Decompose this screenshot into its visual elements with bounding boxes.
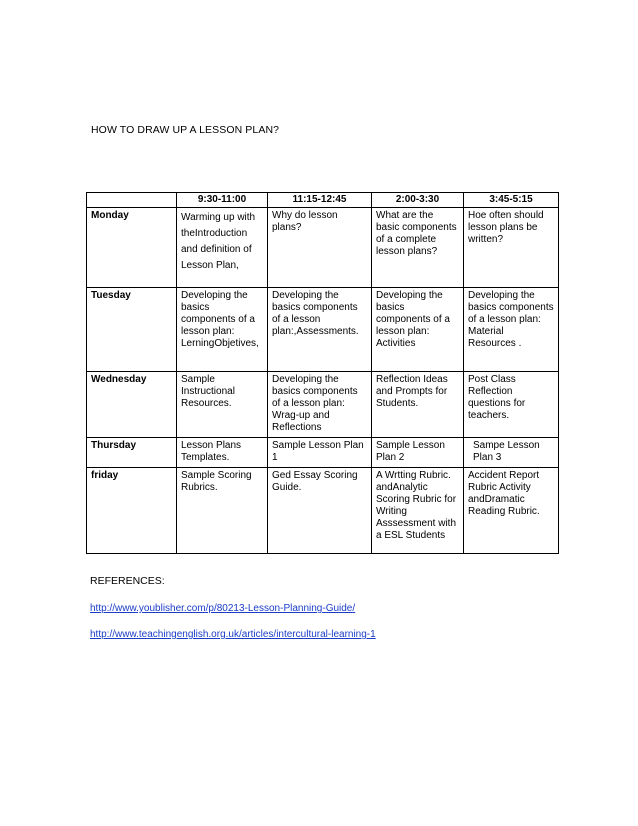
header-cell-slot-1: 9:30-11:00 <box>177 193 268 208</box>
reference-link-1[interactable]: http://www.youblisher.com/p/80213-Lesson-Planning-Guide/ <box>90 603 356 614</box>
table-cell: Developing the basics components of a lesson plan: Activities <box>372 288 464 372</box>
table-cell: Developing the basics components of a lesson plan: LerningObjetives, <box>177 288 268 372</box>
page-title: HOW TO DRAW UP A LESSON PLAN? <box>91 124 280 136</box>
table-cell: Sampe Lesson Plan 3 <box>464 438 559 468</box>
table-cell: Why do lesson plans? <box>268 208 372 288</box>
day-cell-friday: friday <box>87 468 177 554</box>
table-cell: Sample Lesson Plan 1 <box>268 438 372 468</box>
table-row <box>87 288 559 372</box>
table-cell: Developing the basics components of a lesson plan: Wrag-up and Reflections <box>268 372 372 438</box>
table-header-row <box>87 193 559 208</box>
table-cell: Post Class Reflection questions for teachers. <box>464 372 559 438</box>
day-cell-tuesday: Tuesday <box>87 288 177 372</box>
table-cell: Sample Lesson Plan 2 <box>372 438 464 468</box>
table-cell: Reflection Ideas and Prompts for Students. <box>372 372 464 438</box>
header-cell-slot-3: 2:00-3:30 <box>372 193 464 208</box>
table-cell: Sample Instructional Resources. <box>177 372 268 438</box>
references-heading: REFERENCES: <box>90 575 165 587</box>
day-cell-wednesday: Wednesday <box>87 372 177 438</box>
table-cell: Developing the basics components of a lesson plan: Material Resources . <box>464 288 559 372</box>
table-row <box>87 468 559 554</box>
table-cell: A Wrtting Rubric. andAnalytic Scoring Rubric for Writing Asssessment with a ESL Students <box>372 468 464 554</box>
table-row <box>87 372 559 438</box>
reference-link-2[interactable]: http://www.teachingenglish.org.uk/articles/intercultural-learning-1 <box>90 629 376 640</box>
table-cell: What are the basic components of a complete lesson plans? <box>372 208 464 288</box>
header-cell-empty <box>87 193 177 208</box>
table-cell: Ged Essay Scoring Guide. <box>268 468 372 554</box>
references-section <box>90 575 376 655</box>
table-cell: Hoe often should lesson plans be written? <box>464 208 559 288</box>
table-cell: Developing the basics components of a lesson plan:,Assessments. <box>268 288 372 372</box>
header-cell-slot-4: 3:45-5:15 <box>464 193 559 208</box>
table-row <box>87 208 559 288</box>
table-cell: Lesson Plans Templates. <box>177 438 268 468</box>
lesson-schedule-table <box>86 192 559 554</box>
day-cell-thursday: Thursday <box>87 438 177 468</box>
table-cell: Accident Report Rubric Activity andDramatic Reading Rubric. <box>464 468 559 554</box>
table-cell: Warming up with theIntroduction and definition of Lesson Plan, <box>177 208 268 288</box>
table-row <box>87 438 559 468</box>
header-cell-slot-2: 11:15-12:45 <box>268 193 372 208</box>
table-cell: Sample Scoring Rubrics. <box>177 468 268 554</box>
day-cell-monday: Monday <box>87 208 177 288</box>
